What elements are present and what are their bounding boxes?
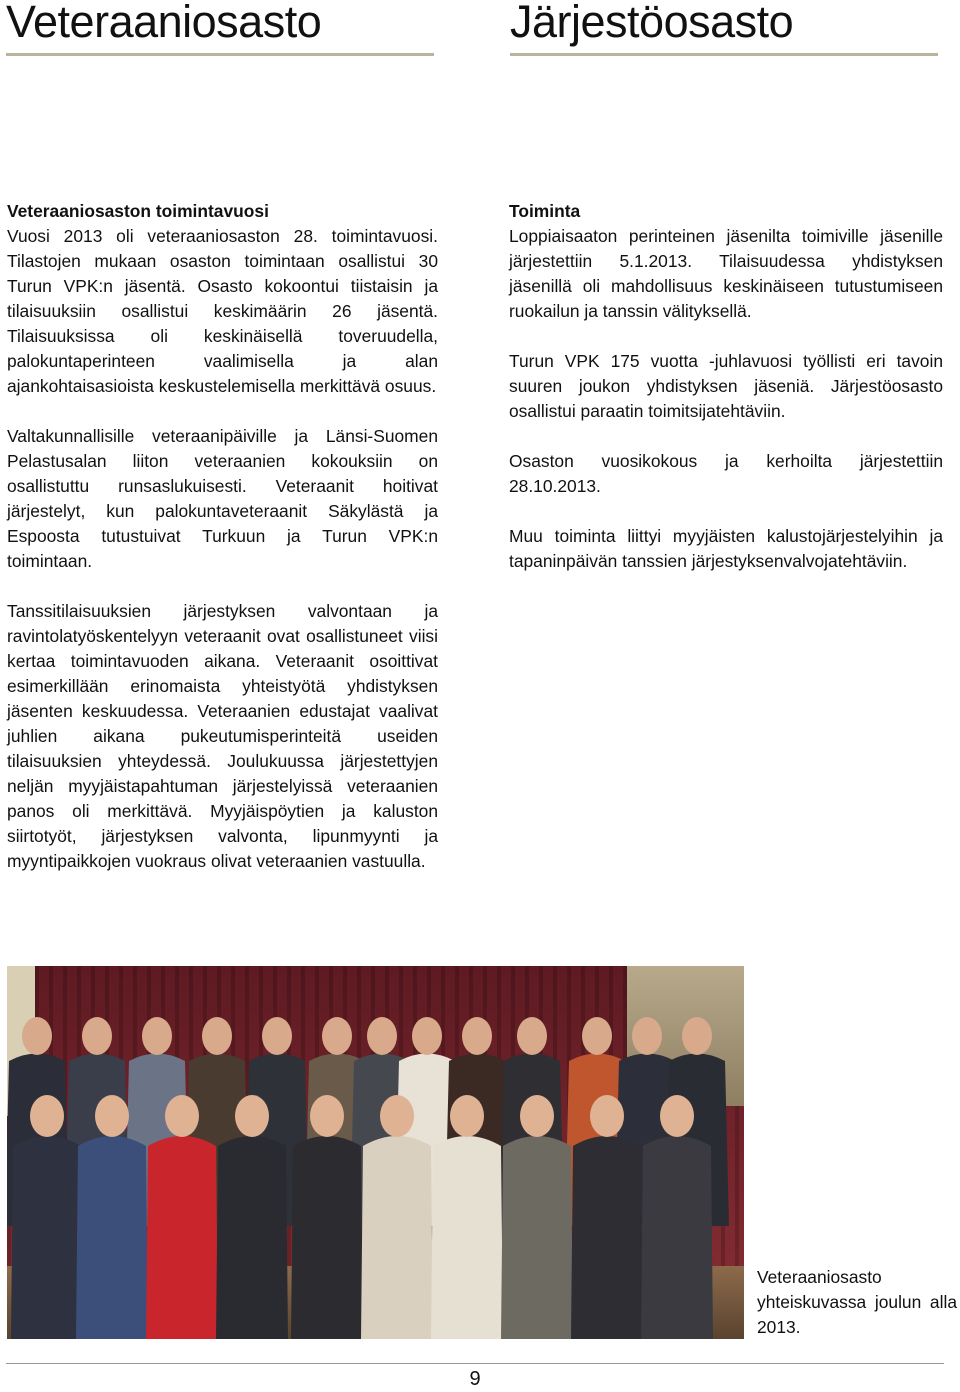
photo-person-head bbox=[412, 1017, 442, 1055]
photo-person-head bbox=[450, 1095, 484, 1137]
photo-person-head bbox=[82, 1017, 112, 1055]
photo-person-head bbox=[632, 1017, 662, 1055]
photo-person-head bbox=[202, 1017, 232, 1055]
photo-person-shape bbox=[431, 1136, 503, 1339]
left-column-heading: Veteraaniosaston toimintavuosi bbox=[7, 201, 269, 221]
right-paragraph-3: Osaston vuosikokous ja kerhoilta järjestettiin 28.10.2013. bbox=[509, 451, 943, 496]
photo-person-head bbox=[582, 1017, 612, 1055]
photo-person-head bbox=[682, 1017, 712, 1055]
photo-person-head bbox=[517, 1017, 547, 1055]
right-text-column bbox=[509, 199, 943, 599]
photo-person-shape bbox=[571, 1136, 643, 1339]
photo-person-head bbox=[310, 1095, 344, 1137]
right-paragraph-2: Turun VPK 175 vuotta -juhlavuosi työllisti eri tavoin suuren joukon yhdistyksen jäseniä. Järjestöosasto osallistui paraatin toimitsijatehtäviin. bbox=[509, 351, 943, 421]
photo-person-shape bbox=[11, 1136, 83, 1339]
photo-person-head bbox=[235, 1095, 269, 1137]
title-underline-left bbox=[6, 53, 434, 56]
photo-person-shape bbox=[641, 1136, 713, 1339]
photo-person-head bbox=[367, 1017, 397, 1055]
photo-person-shape bbox=[501, 1136, 573, 1339]
right-column-heading: Toiminta bbox=[509, 201, 581, 221]
title-underline-right bbox=[510, 53, 938, 56]
photo-person-head bbox=[262, 1017, 292, 1055]
photo-person-shape bbox=[291, 1136, 363, 1339]
left-paragraph-1: Vuosi 2013 oli veteraaniosaston 28. toimintavuosi. Tilastojen mukaan osaston toimintaan osallistui 30 Turun VPK:n jäsentä. Osasto kokoontui tiistaisin ja tilaisuuksiin osallistui keskimäärin 26 jäsentä. Tilaisuuksissa oli keskinäisellä toveruudella, palokuntaperinteen vaalimisella ja alan ajankohtaisasioista keskustelemisella merkittävä osuus. bbox=[7, 226, 438, 396]
photo-person-head bbox=[462, 1017, 492, 1055]
group-photo bbox=[7, 966, 744, 1339]
photo-person-head bbox=[520, 1095, 554, 1137]
photo-person-shape bbox=[76, 1136, 148, 1339]
photo-person-shape bbox=[361, 1136, 433, 1339]
photo-person-shape bbox=[216, 1136, 288, 1339]
right-paragraph-1: Loppiaisaaton perinteinen jäsenilta toimiville jäsenille järjestettiin 5.1.2013. Tilaisuudessa yhdistyksen jäsenillä oli mahdollisuus keskinäiseen tutustumiseen ruokailun ja tanssin välityksellä. bbox=[509, 226, 943, 321]
page-number: 9 bbox=[469, 1368, 481, 1390]
footer-rule bbox=[6, 1363, 944, 1364]
photo-person-head bbox=[380, 1095, 414, 1137]
left-paragraph-2: Valtakunnallisille veteraanipäiville ja Länsi-Suomen Pelastusalan liiton veteraanien kokouksiin on osallistuttu runsaslukuisesti. Veteraanit hoitivat järjestelyt, kun palokuntaveteraanit Säkylästä ja Espoosta tutustuivat Turkuun ja Turun VPK:n toimintaan. bbox=[7, 426, 438, 571]
photo-person-head bbox=[590, 1095, 624, 1137]
photo-person-head bbox=[142, 1017, 172, 1055]
photo-person-head bbox=[165, 1095, 199, 1137]
section-title-jarjestoosasto: Järjestöosasto bbox=[510, 0, 794, 47]
photo-person-head bbox=[660, 1095, 694, 1137]
photo-person-head bbox=[95, 1095, 129, 1137]
left-text-column bbox=[7, 199, 438, 899]
photo-person-head bbox=[22, 1017, 52, 1055]
section-title-veteraaniosasto: Veteraaniosasto bbox=[6, 0, 322, 47]
photo-person-head bbox=[30, 1095, 64, 1137]
left-paragraph-3: Tanssitilaisuuksien järjestyksen valvontaan ja ravintolatyöskentelyyn veteraanit ovat osallistuneet viisi kertaa toimintavuoden aikana. Veteraanit osoittivat esimerkillään erinomaista yhteistyötä yhdistyksen jäsenten keskuudessa. Veteraanien edustajat vaalivat juhlien aikana pukeutumisperinteitä useiden tilaisuuksien yhteydessä. Joulukuussa järjestettyjen neljän myyjäistapahtuman järjestelyissä veteraanien panos oli merkittävä. Myyjäispöytien ja kaluston siirtotyöt, järjestyksen valvonta, lipunmyynti ja myyntipaikkojen vuokraus olivat veteraanien vastuulla. bbox=[7, 601, 438, 871]
photo-person-head bbox=[322, 1017, 352, 1055]
photo-caption: Veteraaniosasto yhteiskuvassa joulun alla 2013. bbox=[757, 1267, 957, 1337]
right-paragraph-4: Muu toiminta liittyi myyjäisten kalustojärjestelyihin ja tapaninpäivän tanssien järjestyksenvalvojatehtäviin. bbox=[509, 526, 943, 571]
photo-person-shape bbox=[146, 1136, 218, 1339]
